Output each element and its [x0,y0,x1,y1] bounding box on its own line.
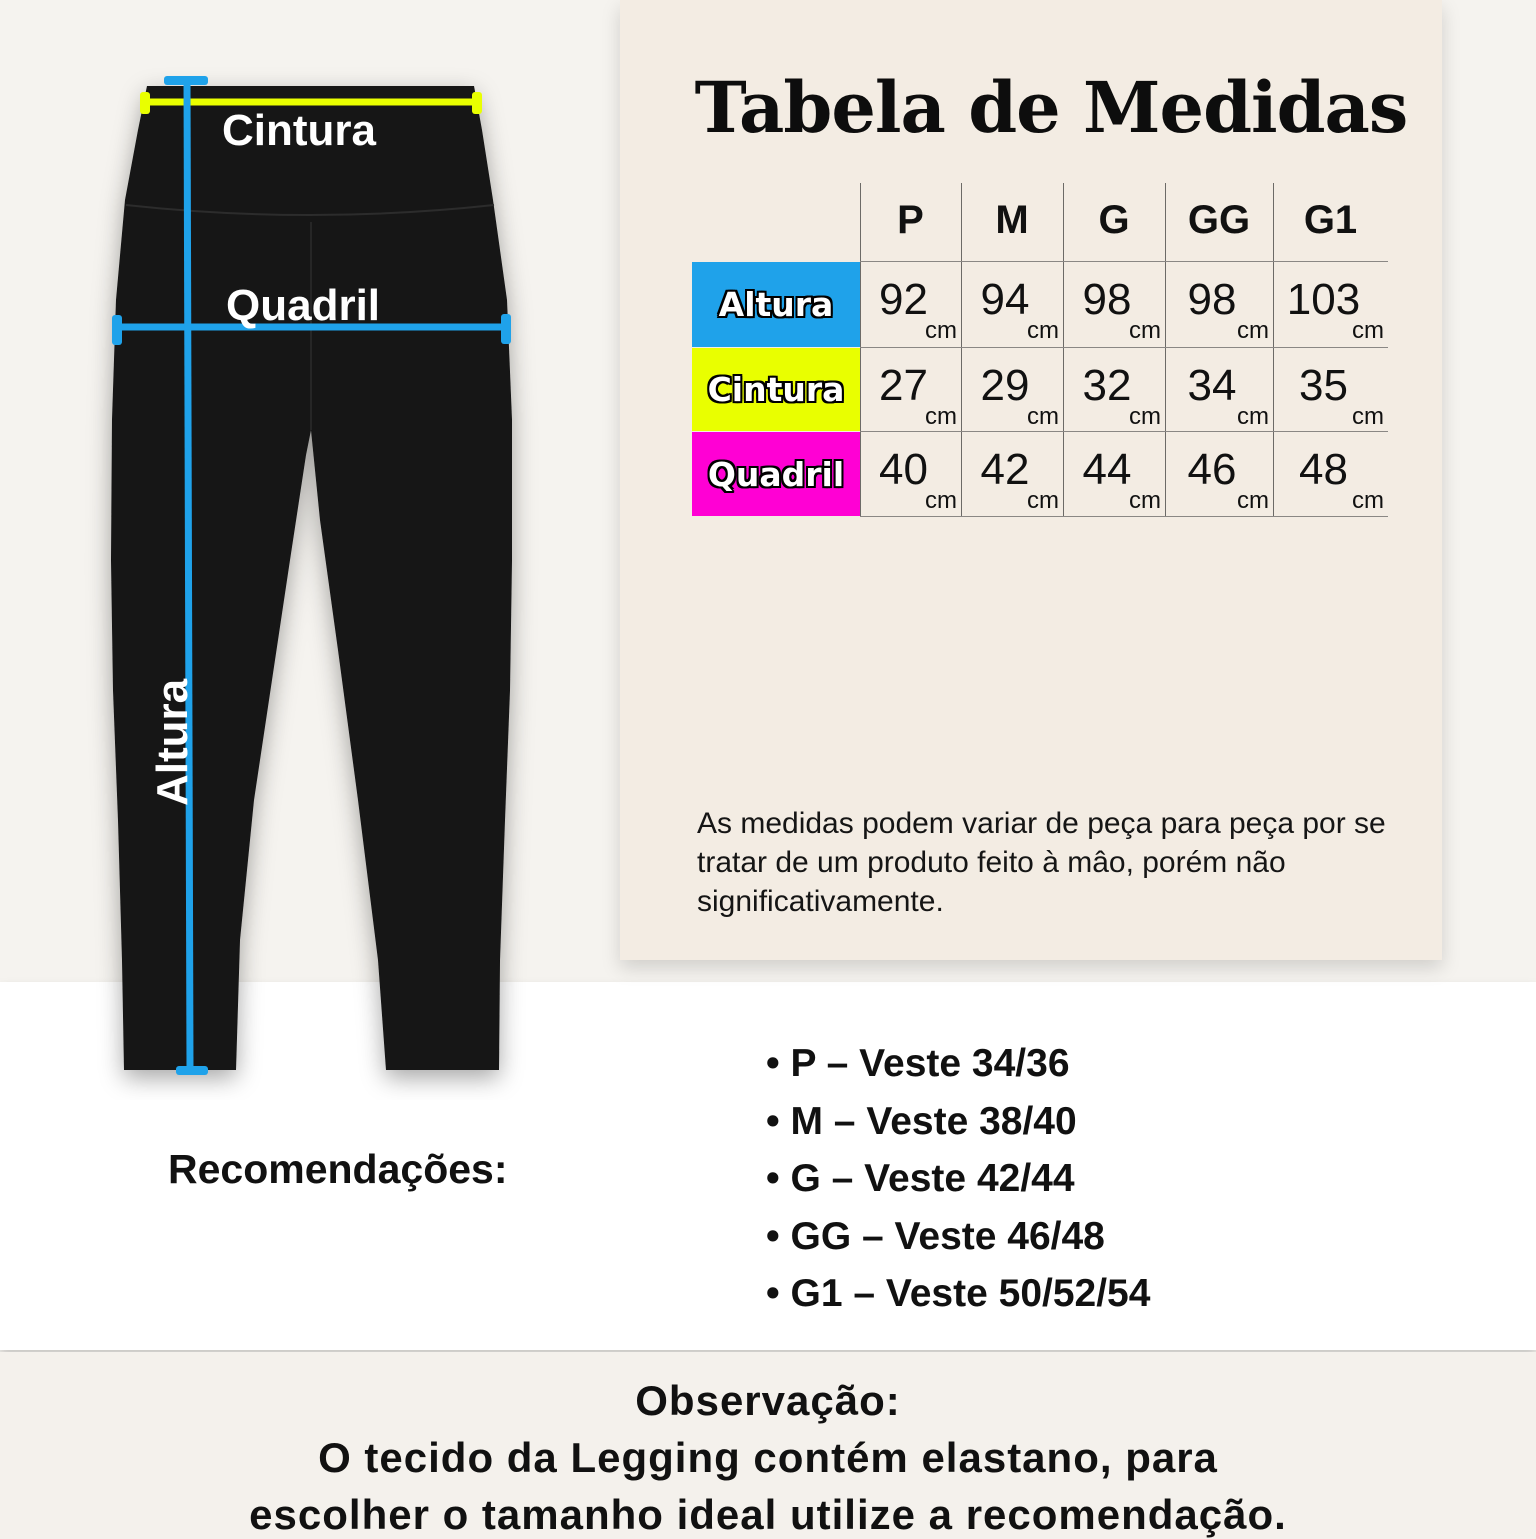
table-row-divider [860,516,1388,517]
size-header-m: M [995,198,1029,242]
table-cell [1165,431,1273,516]
cell-unit: cm [1027,317,1059,344]
table-cell [1165,261,1273,347]
cell-unit: cm [1352,403,1384,430]
cell-value: 42 [980,445,1030,494]
row-label-text: Quadril [707,454,845,494]
page-title: Tabela de Medidas [694,66,1408,149]
observation-title: Observação: [635,1377,901,1424]
table-cell [1273,347,1388,431]
recommendation-item: • G1 – Veste 50/52/54 [766,1272,1151,1315]
size-header-p: P [897,198,924,242]
table-cell [1273,431,1388,516]
recommendations-list [766,1035,1150,1323]
cell-value: 34 [1187,361,1237,410]
table-cell [1273,261,1388,347]
table-cell [860,431,961,516]
cell-value: 32 [1082,361,1132,410]
cell-unit: cm [925,317,957,344]
cell-unit: cm [1129,317,1161,344]
recommendation-item: • M – Veste 38/40 [766,1099,1077,1143]
leggings-diagram [0,0,620,1100]
observation [0,1372,1536,1539]
recommendation-item: • P – Veste 34/36 [766,1042,1070,1085]
cell-value: 103 [1286,275,1361,324]
table-cell [860,261,961,347]
cell-value: 40 [879,445,928,494]
table-cell [961,261,1063,347]
row-label-cintura [692,348,860,431]
cell-unit: cm [925,403,957,430]
cell-unit: cm [1027,487,1059,514]
table-cell [1063,347,1165,431]
cell-value: 98 [1187,275,1237,324]
row-label-text: Cintura [707,370,845,409]
cell-value: 92 [879,275,928,324]
table-cell [961,431,1063,516]
recommendations-title: Recomendações: [168,1146,508,1192]
cell-value: 46 [1187,445,1237,494]
cell-unit: cm [1129,403,1161,430]
cell-value: 48 [1299,445,1348,494]
recommendation-item: • GG – Veste 46/48 [766,1214,1105,1258]
cell-value: 44 [1082,445,1132,494]
measurement-note: As medidas podem variar de peça para peça por se tratar de um produto feito à mâo, porém não significativamente. [697,807,1386,918]
cell-unit: cm [1027,403,1059,430]
size-header-g1: G1 [1303,198,1358,242]
recommendation-item: • G – Veste 42/44 [766,1157,1075,1200]
size-header-gg: GG [1187,198,1251,242]
cell-unit: cm [1352,317,1384,344]
cell-value: 27 [879,361,928,410]
quadril-label: Quadril [226,281,381,330]
row-label-text: Altura [718,285,834,324]
table-cell [1165,347,1273,431]
observation-line-2: escolher o tamanho ideal utilize a recomendação. [249,1491,1287,1538]
altura-label: Altura [148,678,197,806]
cell-unit: cm [1237,317,1269,344]
row-label-quadril [692,432,860,516]
cell-value: 29 [980,361,1030,410]
size-header-g: G [1098,198,1130,242]
cell-unit: cm [925,487,957,514]
table-cell [1063,261,1165,347]
cell-unit: cm [1237,487,1269,514]
table-cell [961,347,1063,431]
observation-line-1: O tecido da Legging contém elastano, para [318,1434,1218,1481]
cell-unit: cm [1237,403,1269,430]
table-cell [860,347,961,431]
cell-value: 94 [980,275,1030,324]
cell-value: 35 [1299,361,1348,410]
cell-value: 98 [1082,275,1132,324]
cintura-label: Cintura [222,106,376,155]
row-label-altura [692,262,860,347]
cell-unit: cm [1352,487,1384,514]
cell-unit: cm [1129,487,1161,514]
table-cell [1063,431,1165,516]
